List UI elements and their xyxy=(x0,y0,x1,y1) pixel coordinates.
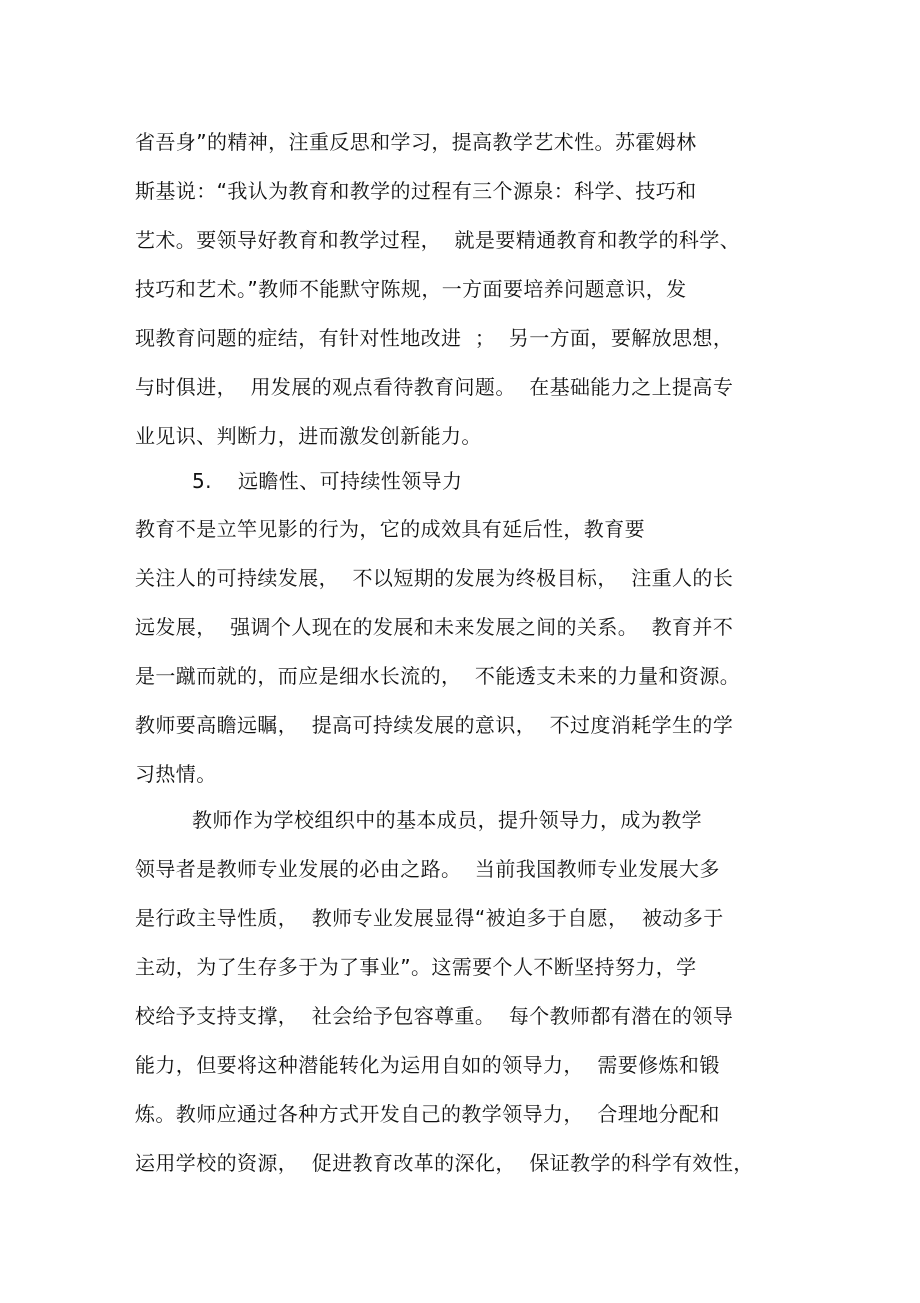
text-line: 主动，为了生存多于为了事业”。这需要个人不断坚持努力，学 xyxy=(135,955,697,979)
text-line: 炼。教师应通过各种方式开发自己的教学领导力， 合理地分配和 xyxy=(135,1102,720,1126)
text-line: 是行政主导性质， 教师专业发展显得“被迫多于自愿， 被动多于 xyxy=(135,906,724,930)
text-line: 与时俱进， 用发展的观点看待教育问题。 在基础能力之上提高专 xyxy=(135,375,734,399)
text-line: 现教育问题的症结，有针对性地改进 ； 另一方面，要解放思想， xyxy=(135,326,734,350)
text-line: 业见识、判断力，进而激发创新能力。 xyxy=(135,424,482,448)
text-line: 艺术。要领导好教育和教学过程， 就是要精通教育和教学的科学、 xyxy=(135,228,741,252)
text-line: 运用学校的资源， 促进教育改革的深化， 保证教学的科学有效性， xyxy=(135,1151,754,1175)
text-line: 是一蹴而就的，而应是细水长流的， 不能透支未来的力量和资源。 xyxy=(135,664,741,688)
text-line: 省吾身”的精神，注重反思和学习，提高教学艺术性。苏霍姆林 xyxy=(135,130,697,154)
text-line: 斯基说：“我认为教育和教学的过程有三个源泉：科学、技巧和 xyxy=(135,179,697,203)
text-line: 能力，但要将这种潜能转化为运用自如的领导力， 需要修炼和锻 xyxy=(135,1053,720,1077)
text-line: 领导者是教师专业发展的必由之路。 当前我国教师专业发展大多 xyxy=(135,857,720,881)
section-title: 远瞻性、可持续性领导力 xyxy=(238,469,463,493)
text-line: 关注人的可持续发展， 不以短期的发展为终极目标， 注重人的长 xyxy=(135,566,734,590)
text-line: 校给予支持支撑， 社会给予包容尊重。 每个教师都有潜在的领导 xyxy=(135,1004,734,1028)
text-line: 教师要高瞻远瞩， 提高可持续发展的意识， 不过度消耗学生的学 xyxy=(135,713,734,737)
text-line: 远发展， 强调个人现在的发展和未来发展之间的关系。 教育并不 xyxy=(135,615,734,639)
text-line: 教师作为学校组织中的基本成员，提升领导力，成为教学 xyxy=(192,808,702,832)
text-line: 教育不是立竿见影的行为，它的成效具有延后性，教育要 xyxy=(135,517,645,541)
section-number: 5. xyxy=(192,469,212,493)
text-line: 习热情。 xyxy=(135,762,217,786)
text-line: 技巧和艺术。”教师不能默守陈规，一方面要培养问题意识，发 xyxy=(135,277,687,301)
